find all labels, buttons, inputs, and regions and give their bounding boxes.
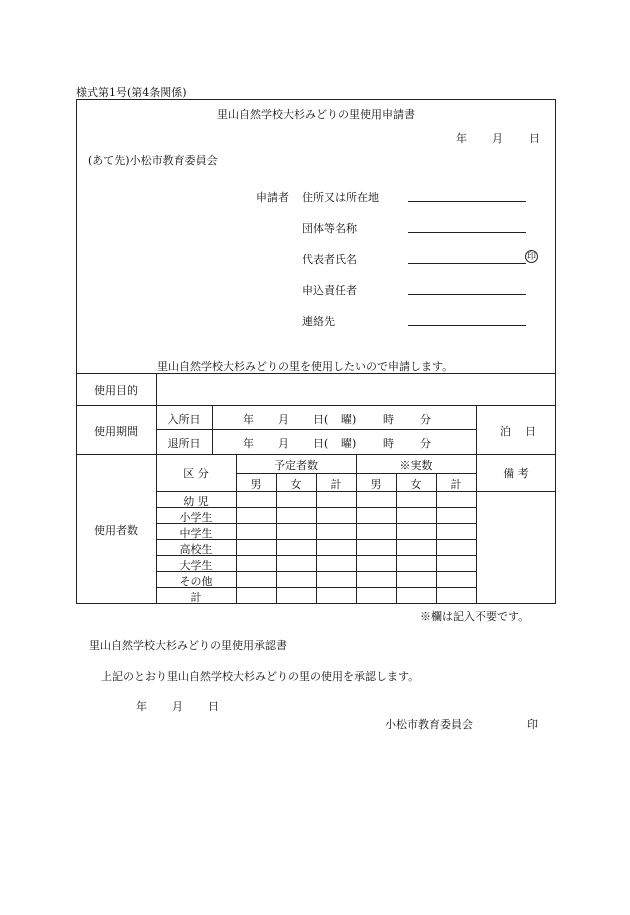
applicant-label: 申請者	[256, 191, 289, 204]
note: ※欄は記入不要です。	[420, 610, 530, 623]
request-statement: 里山自然学校大杉みどりの里を使用したいので申請します。	[157, 360, 454, 373]
contact-label: 連絡先	[302, 315, 335, 328]
person-in-charge-label: 申込責任者	[302, 284, 357, 297]
check-out-weekday: 曜)	[341, 437, 357, 450]
actual-header: ※実数	[399, 459, 433, 472]
nights-label: 泊	[500, 425, 511, 438]
category-row-total: 計	[190, 591, 202, 604]
col-line-1	[276, 473, 277, 604]
approval-statement: 上記のとおり里山自然学校大杉みどりの里の使用を承認します。	[101, 670, 420, 683]
check-out-label: 退所日	[167, 437, 201, 450]
check-in-minute: 分	[420, 413, 431, 426]
approval-date-day: 日	[208, 700, 219, 713]
sub-header-total-planned: 計	[330, 478, 342, 491]
remarks-header: 備 考	[503, 467, 529, 480]
addressee: (あて先)小松市教育委員会	[88, 154, 218, 167]
check-out-minute: 分	[420, 437, 431, 450]
representative-field[interactable]	[408, 263, 526, 264]
days-label: 日	[525, 425, 536, 438]
date-year-label: 年	[456, 132, 467, 145]
approval-date-year: 年	[136, 700, 147, 713]
category-row-junior-high: 中学生	[179, 527, 213, 540]
sub-header-female-planned: 女	[290, 478, 302, 491]
approval-issuer: 小松市教育委員会	[385, 718, 473, 731]
representative-label: 代表者氏名	[302, 253, 357, 266]
approval-title: 里山自然学校大杉みどりの里使用承認書	[89, 639, 287, 652]
category-row-elementary: 小学生	[179, 511, 213, 524]
category-row-high-school: 高校生	[179, 543, 213, 556]
person-in-charge-field[interactable]	[408, 294, 526, 295]
check-in-weekday: 曜)	[341, 413, 357, 426]
sub-header-male-planned: 男	[250, 478, 262, 491]
form-title: 里山自然学校大杉みどりの里使用申請書	[217, 108, 415, 121]
col-line-4	[396, 473, 397, 604]
address-label: 住所又は所在地	[302, 191, 379, 204]
check-out-day: 日(	[313, 437, 329, 450]
check-in-hour: 時	[383, 413, 394, 426]
date-month-label: 月	[492, 132, 503, 145]
date-day-label: 日	[529, 132, 540, 145]
period-middle-line	[156, 429, 476, 430]
check-out-month: 月	[278, 437, 289, 450]
contact-field[interactable]	[408, 325, 526, 326]
address-field[interactable]	[408, 201, 526, 202]
planned-header: 予定者数	[274, 459, 318, 472]
remarks-column-line	[476, 405, 477, 604]
check-out-hour: 時	[383, 437, 394, 450]
purpose-label: 使用目的	[94, 384, 138, 397]
check-in-day: 日(	[313, 413, 329, 426]
seal-mark: 印	[526, 252, 536, 262]
check-out-year: 年	[243, 437, 254, 450]
category-header: 区 分	[183, 467, 209, 480]
period-bottom-line	[76, 454, 556, 455]
approval-date-month: 月	[172, 700, 183, 713]
sub-header-female-actual: 女	[410, 478, 422, 491]
col-line-5	[436, 473, 437, 604]
category-row-university: 大学生	[179, 559, 213, 572]
approval-seal: 印	[527, 718, 538, 731]
users-label: 使用者数	[94, 524, 138, 537]
col-line-2	[316, 473, 317, 604]
form-number: 様式第1号(第4条関係)	[76, 86, 187, 99]
purpose-bottom-line	[76, 405, 556, 406]
period-label: 使用期間	[94, 425, 138, 438]
check-in-label: 入所日	[167, 413, 201, 426]
sub-header-total-actual: 計	[450, 478, 462, 491]
purpose-field[interactable]	[157, 374, 555, 405]
category-row-other: その他	[179, 575, 213, 588]
check-in-month: 月	[278, 413, 289, 426]
organization-field[interactable]	[408, 232, 526, 233]
sub-header-male-actual: 男	[370, 478, 382, 491]
category-row-infant: 幼 児	[183, 495, 209, 508]
period-label-line	[212, 405, 213, 454]
organization-label: 団体等名称	[302, 222, 357, 235]
check-in-year: 年	[243, 413, 254, 426]
